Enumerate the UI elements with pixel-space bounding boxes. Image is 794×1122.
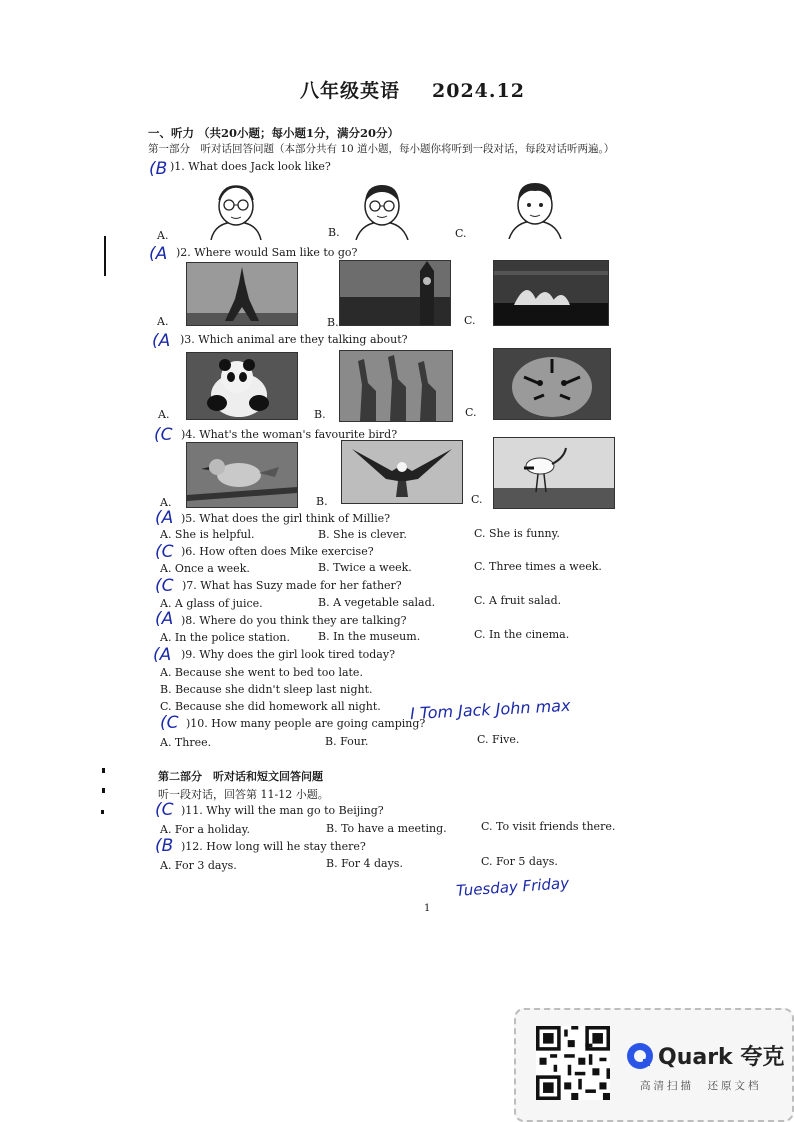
option-c: C. A fruit salad. bbox=[474, 594, 562, 607]
page-number: 1 bbox=[424, 903, 431, 914]
question-11: )11. Why will the man go to Beijing? bbox=[181, 804, 384, 817]
question-1: )1. What does Jack look like? bbox=[170, 160, 331, 173]
margin-dot bbox=[102, 788, 105, 793]
option-a: A. Because she went to bed too late. bbox=[160, 666, 363, 679]
quark-tagline: 高清扫描 还原文档 bbox=[640, 1080, 762, 1092]
answer-mark: (C bbox=[154, 425, 173, 445]
part2-intro: 听一段对话，回答第 11-12 小题。 bbox=[158, 788, 329, 801]
handwritten-names-note: I Tom Jack John max bbox=[409, 695, 571, 724]
answer-mark: (B bbox=[155, 836, 174, 856]
qr-code-icon bbox=[536, 1026, 610, 1100]
question-12: )12. How long will he stay there? bbox=[181, 840, 366, 853]
option-label: B. bbox=[327, 316, 339, 329]
option-label: A. bbox=[158, 408, 170, 421]
option-b: B. To have a meeting. bbox=[326, 822, 447, 835]
quark-logo-icon bbox=[626, 1042, 654, 1070]
margin-dot bbox=[102, 768, 105, 773]
option-c: C. In the cinema. bbox=[474, 628, 570, 641]
question-2: )2. Where would Sam like to go? bbox=[176, 246, 358, 259]
option-label: B. bbox=[328, 226, 340, 239]
question-3: )3. Which animal are they talking about? bbox=[180, 333, 408, 346]
thrush-photo bbox=[186, 442, 298, 508]
option-c: C. For 5 days. bbox=[481, 855, 558, 868]
option-a: A. She is helpful. bbox=[160, 528, 255, 541]
tiger-photo bbox=[493, 348, 611, 420]
answer-mark: (C bbox=[160, 713, 179, 733]
panda-photo bbox=[186, 352, 298, 420]
eiffel-tower-photo bbox=[186, 262, 298, 326]
option-b: B. Four. bbox=[325, 735, 369, 748]
section-heading: 一、听力 （共20小题；每小题1分，满分20分） bbox=[148, 126, 400, 140]
question-6: )6. How often does Mike exercise? bbox=[181, 545, 374, 558]
answer-mark: (A bbox=[155, 508, 174, 528]
option-label: A. bbox=[160, 496, 172, 509]
eagle-photo bbox=[341, 440, 463, 504]
question-7: )7. What has Suzy made for her father? bbox=[182, 579, 402, 592]
margin-mark bbox=[104, 236, 106, 276]
question-9: )9. Why does the girl look tired today? bbox=[181, 648, 395, 661]
answer-mark: (A bbox=[155, 609, 174, 629]
option-label: A. bbox=[157, 315, 169, 328]
part2-heading: 第二部分 听对话和短文回答问题 bbox=[158, 770, 323, 783]
option-a: A. Once a week. bbox=[160, 562, 250, 575]
option-c: C. To visit friends there. bbox=[481, 820, 616, 833]
answer-mark: (C bbox=[155, 800, 174, 820]
giraffes-photo bbox=[339, 350, 453, 422]
sydney-opera-house-photo bbox=[493, 260, 609, 326]
page-title bbox=[300, 76, 525, 103]
boy-glasses-freckles-drawing bbox=[205, 180, 267, 240]
grade-title: 八年级英语 bbox=[300, 80, 401, 102]
option-label: B. bbox=[316, 495, 328, 508]
option-a: A. For a holiday. bbox=[160, 823, 250, 836]
option-label: C. bbox=[465, 406, 477, 419]
option-a: A. For 3 days. bbox=[160, 859, 237, 872]
answer-mark: (B bbox=[149, 159, 168, 179]
big-ben-photo bbox=[339, 260, 451, 326]
question-8: )8. Where do you think they are talking? bbox=[181, 614, 407, 627]
answer-mark: (A bbox=[153, 645, 172, 665]
option-a: A. In the police station. bbox=[160, 631, 291, 644]
option-label: C. bbox=[471, 493, 483, 506]
option-a: A. Three. bbox=[160, 736, 212, 749]
boy-no-glasses-drawing bbox=[505, 177, 565, 239]
crane-photo bbox=[493, 437, 615, 509]
option-label: A. bbox=[157, 229, 169, 242]
option-c: C. Because she did homework all night. bbox=[160, 700, 381, 713]
quark-brand: Quark 夸克 bbox=[658, 1045, 785, 1070]
part1-heading: 第一部分 听对话回答问题（本部分共有 10 道小题，每小题你将听到一段对话，每段对话听两遍。） bbox=[148, 143, 615, 155]
margin-dot bbox=[101, 810, 104, 814]
quark-scan-watermark bbox=[514, 1008, 794, 1122]
boy-glasses-drawing bbox=[352, 180, 412, 240]
option-b: B. Twice a week. bbox=[318, 561, 412, 574]
option-b: B. In the museum. bbox=[318, 630, 421, 643]
answer-mark: (A bbox=[149, 244, 168, 264]
option-label: C. bbox=[455, 227, 467, 240]
option-b: B. A vegetable salad. bbox=[318, 596, 436, 609]
option-c: C. She is funny. bbox=[474, 527, 560, 540]
handwritten-days-note: Tuesday Friday bbox=[455, 874, 570, 900]
exam-date: 2024.12 bbox=[432, 80, 525, 102]
option-c: C. Three times a week. bbox=[474, 560, 602, 573]
option-c: C. Five. bbox=[477, 733, 520, 746]
answer-mark: (C bbox=[155, 576, 174, 596]
answer-mark: (A bbox=[152, 331, 171, 351]
question-5: )5. What does the girl think of Millie? bbox=[181, 512, 391, 525]
option-b: B. For 4 days. bbox=[326, 857, 403, 870]
option-b: B. She is clever. bbox=[318, 528, 407, 541]
option-a: A. A glass of juice. bbox=[160, 597, 263, 610]
question-4: )4. What's the woman's favourite bird? bbox=[181, 428, 398, 441]
option-b: B. Because she didn't sleep last night. bbox=[160, 683, 373, 696]
question-10: )10. How many people are going camping? bbox=[186, 717, 426, 730]
answer-mark: (C bbox=[155, 542, 174, 562]
option-label: C. bbox=[464, 314, 476, 327]
option-label: B. bbox=[314, 408, 326, 421]
